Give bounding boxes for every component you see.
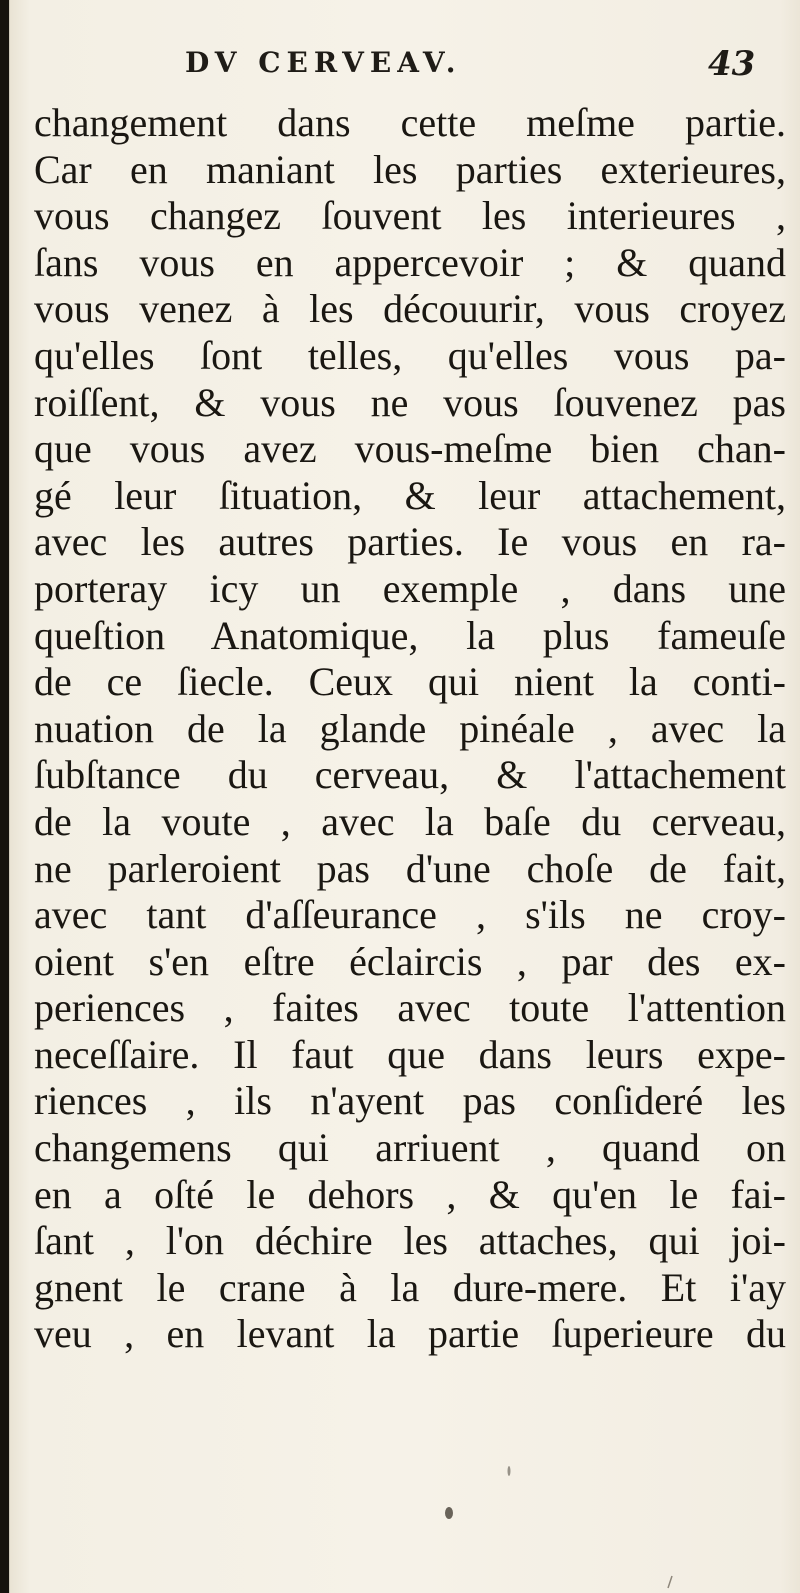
text-line: neceſſaire. Il faut que dans leurs expe- <box>34 1031 786 1077</box>
text-line: avec les autres parties. Ie vous en ra- <box>34 519 786 565</box>
ink-speck <box>508 1466 511 1476</box>
text-line: roiſſent, & vous ne vous ſouvenez pas <box>34 379 786 425</box>
text-line: riences , ils n'ayent pas conſideré les <box>34 1078 786 1124</box>
text-line: de ce ſiecle. Ceux qui nient la conti- <box>34 659 786 705</box>
text-line: periences , faites avec toute l'attention <box>34 985 786 1031</box>
text-line: queſtion Anatomique, la plus fameuſe <box>34 612 786 658</box>
text-line: nuation de la glande pinéale , avec la <box>34 705 786 751</box>
text-line: gnent le crane à la dure-mere. Et i'ay <box>34 1264 786 1310</box>
text-line: changement dans cette meſme partie. <box>34 100 786 145</box>
book-spine-edge <box>0 0 9 1593</box>
text-line: que vous avez vous-meſme bien chan- <box>34 426 786 472</box>
ink-speck <box>445 1507 453 1519</box>
text-line: ſans vous en appercevoir ; & quand <box>34 239 786 285</box>
text-line: changemens qui arriuent , quand on <box>34 1125 786 1171</box>
text-line: porteray icy un exemple , dans une <box>34 565 786 611</box>
text-line: ſubſtance du cerveau, & l'attachement <box>34 752 786 798</box>
paper-crease <box>668 1576 672 1588</box>
text-line: veu , en levant la partie ſuperieure du <box>34 1311 786 1357</box>
text-line: avec tant d'aſſeurance , s'ils ne croy- <box>34 892 786 938</box>
text-line: de la voute , avec la baſe du cerveau, <box>34 798 786 844</box>
text-line: ſant , l'on déchire les attaches, qui joi- <box>34 1218 786 1264</box>
page-number: 43 <box>708 44 756 84</box>
text-line: gé leur ſituation, & leur attachement, <box>34 472 786 518</box>
page-header <box>0 38 800 98</box>
text-line: vous changez ſouvent les interieures , <box>34 193 786 239</box>
text-line: ne parleroient pas d'une choſe de fait, <box>34 845 786 891</box>
text-line: oient s'en eſtre éclaircis , par des ex- <box>34 938 786 984</box>
running-head: DV CERVEAV. <box>185 46 462 79</box>
body-text <box>34 100 786 1358</box>
text-line: qu'elles ſont telles, qu'elles vous pa- <box>34 332 786 378</box>
text-line: en a oſté le dehors , & qu'en le fai- <box>34 1171 786 1217</box>
text-line: vous venez à les découurir, vous croyez <box>34 286 786 332</box>
text-line: Car en maniant les parties exterieures, <box>34 146 786 192</box>
